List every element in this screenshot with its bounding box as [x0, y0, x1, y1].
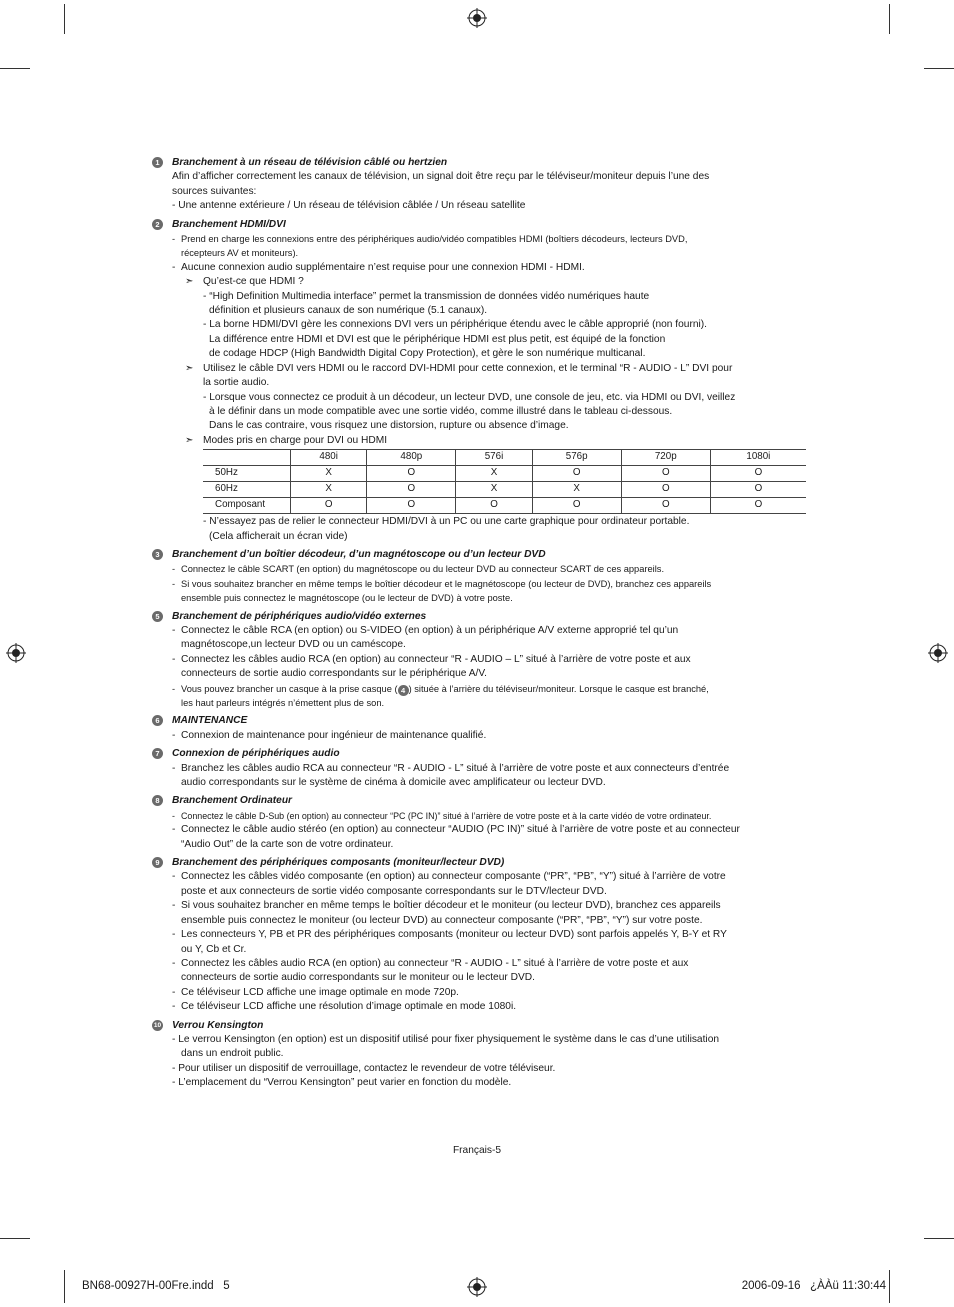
list-item: - Connectez les câbles audio RCA (en option) au connecteur “R - AUDIO – L” situé à l’arrière de votre poste et aux connecteurs de sortie audio correspondants sur le périphérique A/V. — [172, 653, 812, 682]
section-title: Branchement à un réseau de télévision câblé ou hertzien — [172, 157, 448, 168]
table-cell: X — [291, 466, 367, 482]
section-number-badge: 6 — [152, 715, 163, 726]
table-cell: O — [367, 482, 456, 498]
table-cell: O — [621, 466, 710, 482]
section-title: Branchement d’un boîtier décodeur, d’un magnétoscope ou d’un lecteur DVD — [172, 548, 546, 560]
list-item: - Connectez le câble audio stéréo (en option) au connecteur “AUDIO (PC IN)” situé à l’arrière de votre poste et au connecteur “Audio Out” de la carte son de votre ordinateur. — [172, 823, 812, 852]
body-text: - N’essayez pas de relier le connecteur HDMI/DVI à un PC ou une carte graphique pour ordinateur portable. — [203, 516, 690, 528]
body-text: définition et plusieurs canaux de son numérique (5.1 canaux). — [209, 305, 488, 317]
body-text: Afin d’afficher correctement les canaux de télévision, un signal doit être reçu par le téléviseur/moniteur depuis l’une des — [172, 171, 710, 183]
section-external-av — [152, 610, 812, 711]
section-number-badge: 8 — [152, 795, 163, 806]
table-header-row — [203, 450, 806, 466]
list-item: - Connectez les câbles audio RCA (en option) au connecteur “R - AUDIO - L” situé à l’arrière de votre poste et aux connecteurs de sortie audio correspondants sur le moniteur ou le lecteur DVD. — [172, 957, 812, 986]
section-number-badge: 7 — [152, 748, 163, 759]
list-item: - Ce téléviseur LCD affiche une image optimale en mode 720p. — [172, 986, 812, 1000]
section-title: Branchement des périphériques composants (moniteur/lecteur DVD) — [172, 857, 505, 869]
modes-table — [203, 449, 806, 514]
table-cell: O — [456, 498, 532, 514]
section-computer — [152, 794, 812, 852]
table-cell: O — [367, 498, 456, 514]
section-number-badge: 9 — [152, 857, 163, 868]
registration-mark-icon — [6, 643, 26, 663]
date-slug: 2006-09-16 ¿ÀÀü 11:30:44 — [741, 1280, 886, 1292]
section-number-badge: 10 — [153, 1021, 162, 1029]
page-content — [152, 156, 812, 1095]
table-cell: O — [710, 482, 806, 498]
table-cell: X — [456, 466, 532, 482]
column-header: 576i — [456, 450, 532, 466]
body-text: - Lorsque vous connectez ce produit à un décodeur, un lecteur DVD, une console de jeu, etc. via HDMI ou DVI, veillez — [203, 391, 736, 403]
section-antenna — [152, 156, 812, 214]
column-header: 576p — [532, 450, 621, 466]
table-cell: O — [532, 498, 621, 514]
list-item: - Connectez le câble SCART (en option) du magnétoscope ou du lecteur DVD au connecteur SCART de ces appareils. — [172, 562, 812, 576]
section-title: Branchement HDMI/DVI — [172, 218, 286, 230]
note-arrow-icon: ➣ — [185, 362, 194, 374]
note-dvi-cable: ➣ Utilisez le câble DVI vers HDMI ou le raccord DVI-HDMI pour cette connexion, et le terminal “R - AUDIO - L” DVI pour la sortie audio. — [185, 362, 733, 389]
list-item: - Si vous souhaitez brancher en même temps le boîtier décodeur et le moniteur (ou lecteur DVD), branchez ces appareils ensemble puis connectez le moniteur (ou lecteur DVD) au connecteur composante (“PR”, “PB”, “Y”) sur votre poste. — [172, 899, 812, 928]
list-item: - Ce téléviseur LCD affiche une résolution d’image optimale en mode 1080i. — [172, 1000, 812, 1014]
body-text: - Pour utiliser un dispositif de verrouillage, contactez le revendeur de votre téléviseur. — [172, 1062, 556, 1074]
crop-mark — [924, 1238, 954, 1239]
list-item: - Aucune connexion audio supplémentaire n’est requise pour une connexion HDMI - HDMI. — [172, 261, 812, 275]
table-cell: O — [291, 498, 367, 514]
crop-mark — [924, 68, 954, 69]
section-maintenance — [152, 714, 812, 743]
body-text: de codage HDCP (High Bandwidth Digital Copy Protection), et gère le son numérique multicanal. — [209, 348, 646, 360]
table-cell: O — [621, 498, 710, 514]
list-item: - Connectez le câble RCA (en option) ou S-VIDEO (en option) à un périphérique A/V externe approprié tel qu’un magnétoscope,un lecteur DVD ou un caméscope. — [172, 624, 812, 653]
section-kensington — [152, 1019, 812, 1091]
page-number: Français-5 — [452, 1145, 502, 1156]
section-title: Branchement de périphériques audio/vidéo externes — [172, 610, 427, 622]
body-text: (Cela afficherait un écran vide) — [209, 530, 348, 542]
table-cell: O — [621, 482, 710, 498]
table-cell: O — [532, 466, 621, 482]
section-component — [152, 856, 812, 1014]
section-number-badge: 1 — [152, 157, 163, 168]
body-text: - La borne HDMI/DVI gère les connexions DVI vers un périphérique étendu avec le câble approprié (non fourni). — [203, 319, 707, 331]
list-item: - Connectez le câble D-Sub (en option) au connecteur “PC (PC IN)” situé à l’arrière de votre poste et à la carte vidéo de votre ordinateur. — [172, 809, 812, 823]
body-text: sources suivantes: — [172, 185, 257, 197]
list-item: - Connexion de maintenance pour ingénieur de maintenance qualifié. — [172, 729, 812, 743]
section-number-badge: 5 — [152, 611, 163, 622]
list-item: - Vous pouvez brancher un casque à la prise casque ( 4 ) située à l’arrière du téléviseur/moniteur. Lorsque le casque est branché, les haut parleurs intégrés n’émettent plus de son. — [172, 682, 812, 711]
section-number-badge: 3 — [152, 549, 163, 560]
column-header: 1080i — [710, 450, 806, 466]
list-item: - Prend en charge les connexions entre des périphériques audio/vidéo compatibles HDMI (boîtiers décodeurs, lecteurs DVD, récepteurs AV et moniteurs). — [172, 232, 812, 261]
registration-mark-icon — [467, 1277, 487, 1297]
crop-mark — [64, 4, 65, 34]
row-label: 50Hz — [203, 466, 291, 482]
registration-mark-icon — [928, 643, 948, 663]
headphone-jack-badge: 4 — [398, 685, 409, 696]
note-arrow-icon: ➣ — [185, 434, 194, 446]
file-slug: BN68-00927H-00Fre.indd 5 — [82, 1280, 230, 1292]
table-cell: O — [710, 466, 806, 482]
crop-mark — [0, 68, 30, 69]
body-text: à le définir dans un mode compatible avec une sortie vidéo, comme illustré dans le tableau ci-dessous. — [209, 405, 673, 417]
note-what-is-hdmi: ➣ Qu’est-ce que HDMI ? — [172, 275, 812, 289]
row-label: Composant — [203, 498, 291, 514]
section-number-badge: 2 — [152, 219, 163, 230]
table-row — [203, 498, 806, 514]
section-title: Verrou Kensington — [172, 1019, 264, 1031]
list-item: - Branchez les câbles audio RCA au connecteur “R - AUDIO - L” situé à l’arrière de votre poste et aux connecteurs d’entrée audio correspondants sur le système de cinéma à domicile avec amplificateur ou lecteur DVD. — [172, 762, 812, 791]
row-label: 60Hz — [203, 482, 291, 498]
table-cell: O — [710, 498, 806, 514]
list-item: - Si vous souhaitez brancher en même temps le boîtier décodeur et le magnétoscope (ou lecteur de DVD), branchez ces appareils ensemble puis connectez le magnétoscope (ou le lecteur de DVD) à votre poste. — [172, 577, 812, 606]
section-title: MAINTENANCE — [172, 715, 248, 727]
table-cell: O — [367, 466, 456, 482]
crop-mark — [64, 1270, 65, 1303]
body-text: - Une antenne extérieure / Un réseau de télévision câblée / Un réseau satellite — [172, 200, 526, 212]
body-text: La différence entre HDMI et DVI est que le périphérique HDMI est plus petit, est équipé de la fonction — [209, 333, 666, 345]
registration-mark-icon — [467, 8, 487, 28]
crop-mark — [0, 1238, 30, 1239]
column-header: 720p — [621, 450, 710, 466]
table-cell: X — [532, 482, 621, 498]
section-decoder — [152, 548, 812, 606]
table-cell: X — [291, 482, 367, 498]
note-modes: ➣ Modes pris en charge pour DVI ou HDMI — [172, 434, 812, 448]
section-title: Connexion de périphériques audio — [172, 748, 340, 760]
column-header: 480p — [367, 450, 456, 466]
body-text: Dans le cas contraire, vous risquez une distorsion, rupture ou absence d’image. — [209, 420, 569, 432]
body-text: dans un endroit public. — [181, 1048, 284, 1060]
crop-mark — [889, 1270, 890, 1303]
section-hdmi-dvi — [152, 218, 812, 544]
body-text: - Le verrou Kensington (en option) est un dispositif utilisé pour fixer physiquement le système dans le cas d’une utilisation — [172, 1033, 720, 1045]
body-text: - L’emplacement du “Verrou Kensington” peut varier en fonction du modèle. — [172, 1077, 512, 1089]
table-cell: X — [456, 482, 532, 498]
note-arrow-icon: ➣ — [185, 276, 194, 288]
list-item: - Connectez les câbles vidéo composante (en option) au connecteur composante (“PR”, “PB”, “Y”) situé à l’arrière de votre poste et aux connecteurs de sortie vidéo composante correspondants sur le DTV/lecteur DVD. — [172, 870, 812, 899]
list-item: - Les connecteurs Y, PB et PR des périphériques composants (moniteur ou lecteur DVD) sont parfois appelés Y, B-Y et RY ou Y, Cb et Cr. — [172, 928, 812, 957]
column-header: 480i — [291, 450, 367, 466]
crop-mark — [889, 4, 890, 34]
table-row — [203, 466, 806, 482]
section-title: Branchement Ordinateur — [172, 795, 293, 807]
table-row — [203, 482, 806, 498]
section-audio-devices — [152, 747, 812, 790]
body-text: - “High Definition Multimedia interface” permet la transmission de données vidéo numériques haute — [203, 290, 650, 302]
